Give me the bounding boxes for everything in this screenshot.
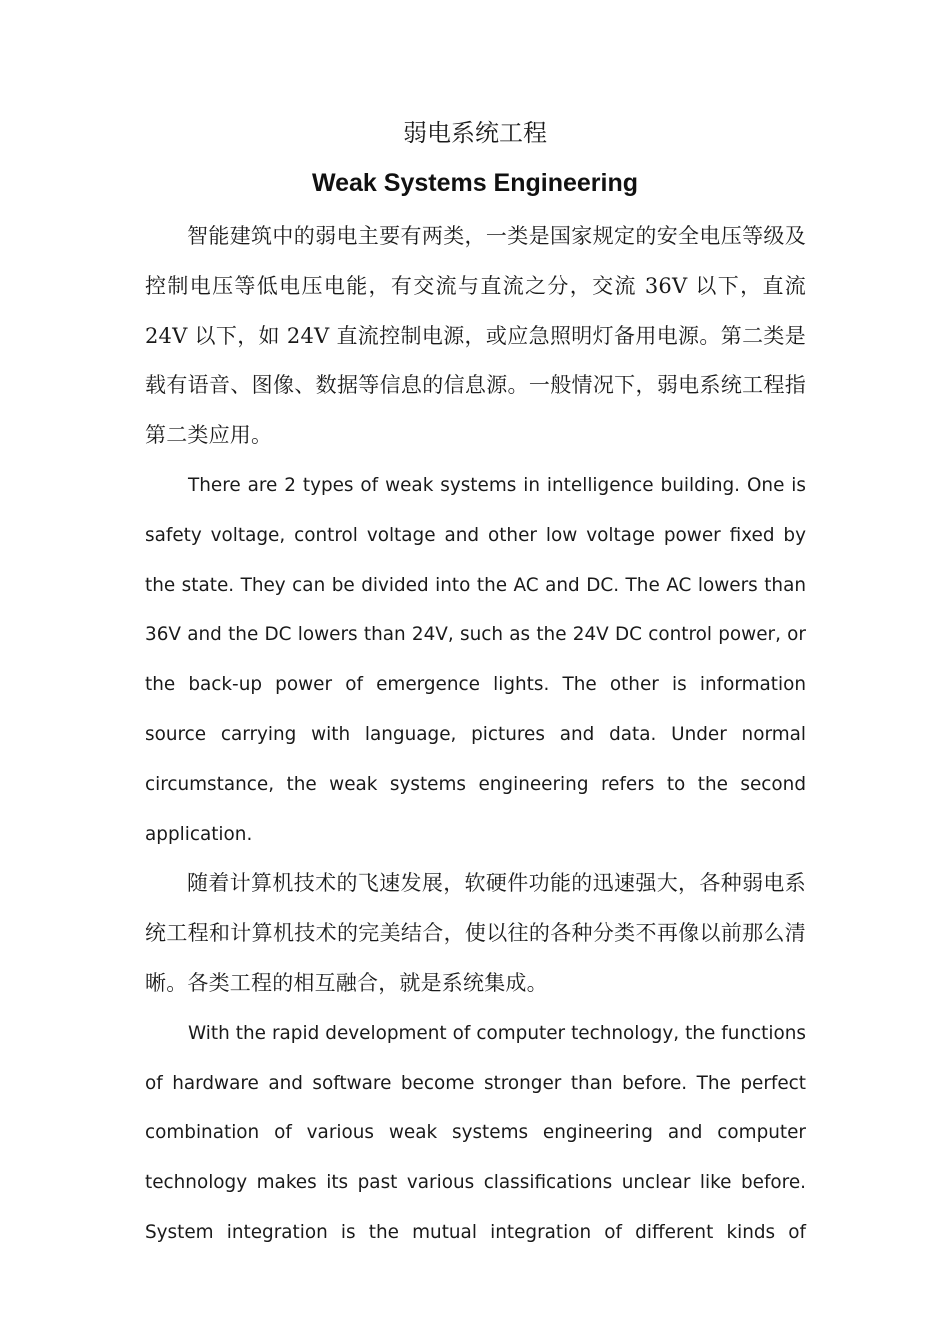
paragraph-en-1: There are 2 types of weak systems in intelligence building. One is safety voltage, control voltage and other low voltage power fixed by the state. They can be divided into the AC and DC. The AC lowers than 36V and the DC lowers than 24V, such as the 24V DC control power, or the back-up power of emergence lights. The other is information source carrying with language, pictures and data. Under normal circumstance, the weak systems engineering refers to the second application. — [145, 474, 806, 845]
page-title-chinese: 弱电系统工程 — [403, 119, 547, 147]
paragraph-en-2: With the rapid development of computer technology, the functions of hardware and software become stronger than before. The perfect combination of various weak systems engineering and computer technology makes its past various classifications unclear like before. System integration is the mutual integration of different kinds of — [145, 1022, 806, 1243]
paragraph-cn-1: 智能建筑中的弱电主要有两类，一类是国家规定的安全电压等级及控制电压等低电压电能，有交流与直流之分，交流 36V 以下，直流 24V 以下，如 24V 直流控制电源，或应急照明灯备用电源。第二类是载有语音、图像、数据等信息的信息源。一般情况下，弱电系统工程指第二类应用。 — [145, 224, 806, 448]
document-body — [145, 212, 806, 1258]
paragraph-cn-2: 随着计算机技术的飞速发展，软硬件功能的迅速强大，各种弱电系统工程和计算机技术的完美结合，使以往的各种分类不再像以前那么清晰。各类工程的相互融合，就是系统集成。 — [145, 871, 806, 995]
page-title-english: Weak Systems Engineering — [311, 169, 639, 197]
